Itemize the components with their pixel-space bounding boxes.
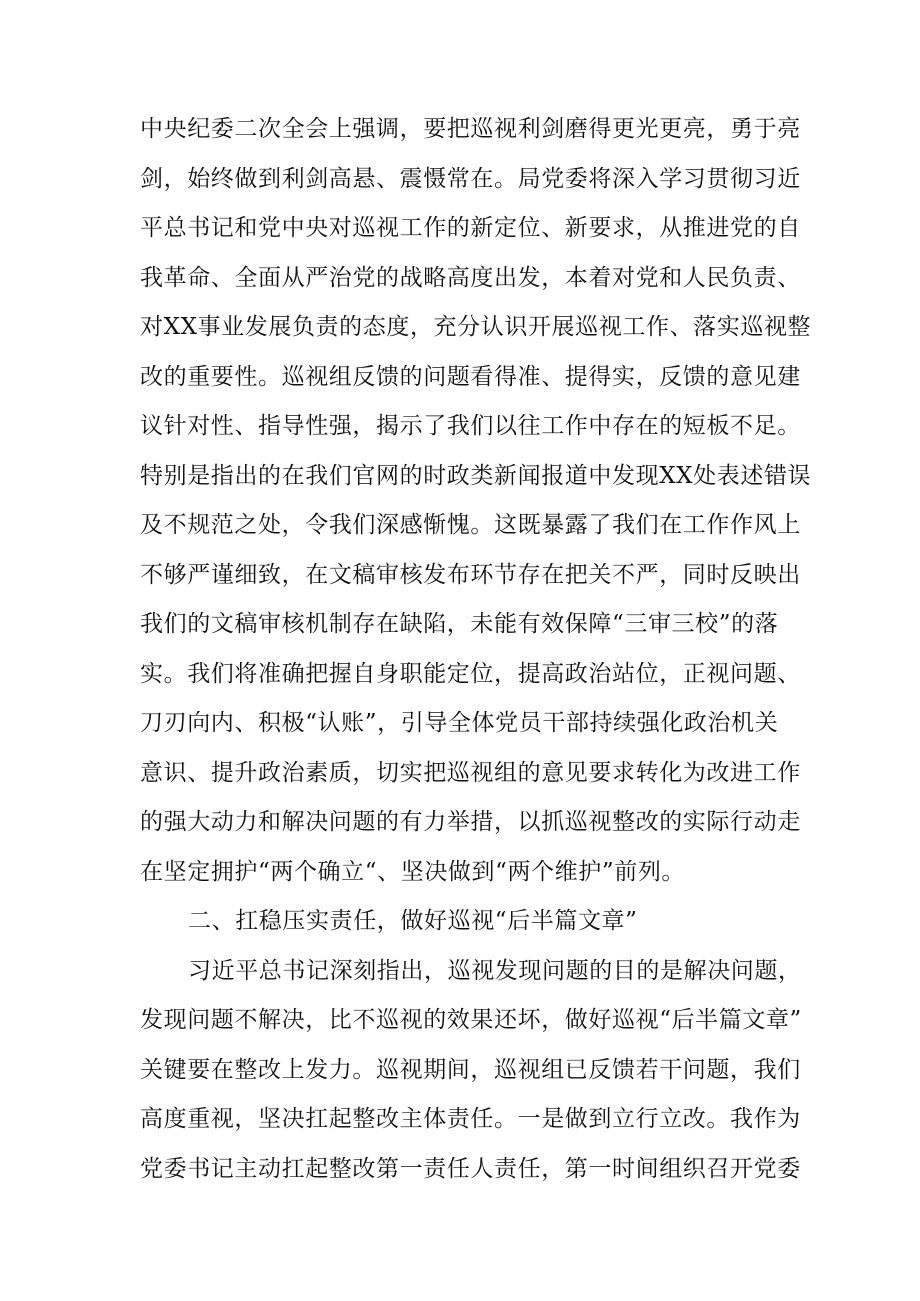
- paragraph-line: 议针对性、指导性强，揭示了我们以往工作中存在的短板不足。: [140, 413, 801, 439]
- paragraph-line: 发现问题不解决，比不巡视的效果还坏，做好巡视“后半篇文章”: [140, 1007, 802, 1033]
- paragraph-line: 我革命、全面从严治党的战略高度出发，本着对党和人民负责、: [140, 264, 801, 291]
- paragraph-line: 我们的文稿审核机制存在缺陷，未能有效保障“三审三校”的落: [140, 611, 779, 637]
- paragraph-line: 对XX事业发展负责的态度，充分认识开展巡视工作、落实巡视整: [140, 314, 812, 340]
- paragraph-line: 意识、提升政治素质，切实把巡视组的意见要求转化为改进工作: [140, 759, 801, 786]
- paragraph-line: 剑，始终做到利剑高悬、震慑常在。局党委将深入学习贯彻习近: [140, 165, 801, 192]
- paragraph-line: 改的重要性。巡视组反馈的问题看得准、提得实，反馈的意见建: [140, 363, 801, 390]
- paragraph-line: 的强大动力和解决问题的有力举措，以抓巡视整改的实际行动走: [140, 809, 801, 835]
- paragraph-line: 特别是指出的在我们官网的时政类新闻报道中发现XX处表述错误: [140, 462, 812, 489]
- paragraph-line: 中央纪委二次全会上强调，要把巡视利剑磨得更光更亮，勇于亮: [140, 116, 801, 142]
- paragraph-line: 党委书记主动扛起整改第一责任人责任，第一时间组织召开党委: [140, 1155, 801, 1182]
- paragraph-line: 不够严谨细致，在文稿审核发布环节存在把关不严，同时反映出: [140, 561, 801, 588]
- paragraph-line: 平总书记和党中央对巡视工作的新定位、新要求，从推进党的自: [140, 215, 801, 241]
- paragraph-line: 实。我们将准确把握自身职能定位，提高政治站位，正视问题、: [140, 660, 801, 687]
- paragraph-line: 高度重视，坚决扛起整改主体责任。一是做到立行立改。我作为: [140, 1106, 801, 1132]
- document-body: [140, 105, 812, 1194]
- paragraph-line: 及不规范之处，令我们深感惭愧。这既暴露了我们在工作作风上: [140, 512, 801, 538]
- paragraph-line: 习近平总书记深刻指出，巡视发现问题的目的是解决问题，: [188, 957, 802, 984]
- paragraph-line: 在坚定拥护“两个确立“、坚决做到“两个维护”前列。: [140, 858, 686, 885]
- section-heading: 二、扛稳压实责任，做好巡视“后半篇文章”: [188, 908, 638, 934]
- paragraph-line: 关键要在整改上发力。巡视期间，巡视组已反馈若干问题，我们: [140, 1056, 801, 1083]
- paragraph-line: 刀刃向内、积极“认账”，引导全体党员干部持续强化政治机关: [140, 710, 779, 736]
